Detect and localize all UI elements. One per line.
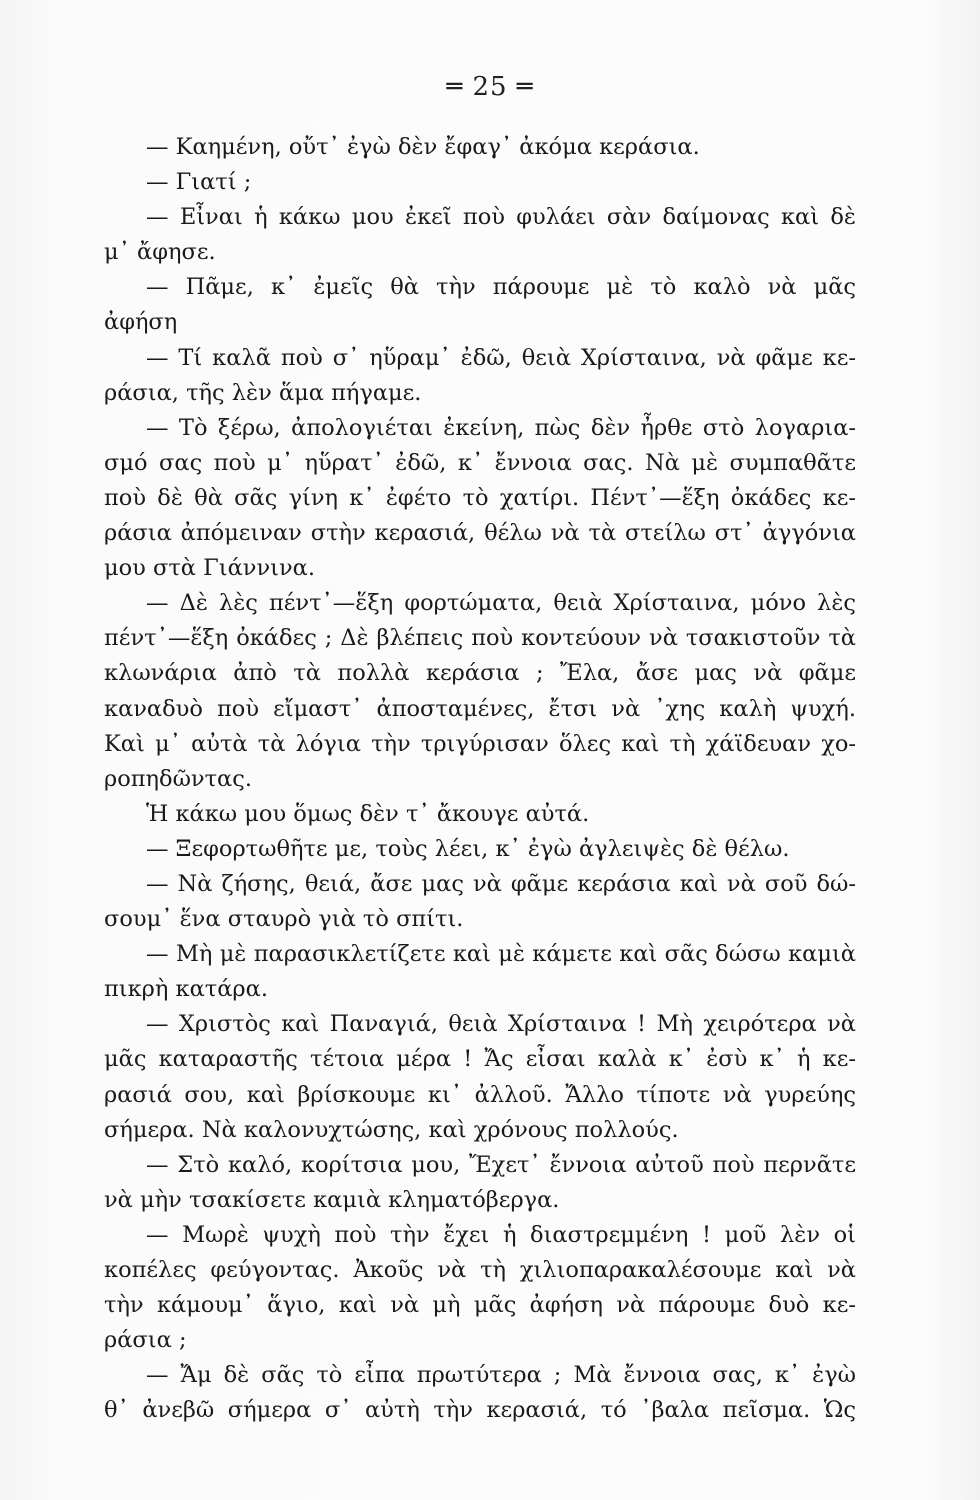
text-line: Ἡ κάκω μου ὅμως δὲν τ᾽ ἄκουγε αὐτά. — [146, 800, 590, 827]
text-line: καναδυὸ ποὺ εἴμαστ᾽ ἀποσταμένες, ἔτσι νὰ ᾽χης καλὴ ψυχή. — [104, 695, 856, 722]
text-line: πικρὴ κατάρα. — [104, 976, 269, 1003]
text-line: μᾶς καταραστῆς τέτοια μέρα ! Ἄς εἶσαι καλὰ κ᾽ ἐσὺ κ᾽ ἡ κε- — [104, 1046, 856, 1073]
text-line: — Καημένη, οὔτ᾽ ἐγὼ δὲν ἔφαγ᾽ ἀκόμα κεράσια. — [146, 134, 700, 160]
text-line: κοπέλες φεύγοντας. Ἀκοῦς νὰ τὴ χιλιοπαρακαλέσουμε καὶ νὰ — [104, 1257, 856, 1283]
text-line: ποὺ δὲ θὰ σᾶς γίνη κ᾽ ἐφέτο τὸ χατίρι. Πέντ᾽—ἕξη ὀκάδες κε- — [104, 484, 856, 511]
text-line: — Γιατί ; — [146, 169, 252, 196]
text-line: — Στὸ καλό, κορίτσια μου, Ἔχετ᾽ ἔννοια αὐτοῦ ποὺ περνᾶτε — [146, 1151, 856, 1178]
text-line: τὴν κάμουμ᾽ ἅγιο, καὶ νὰ μὴ μᾶς ἀφήση νὰ πάρουμε δυὸ κε- — [104, 1292, 856, 1319]
text-line: ράσια, τῆς λὲν ἅμα πήγαμε. — [104, 379, 422, 406]
text-line: — Μὴ μὲ παρασικλετίζετε καὶ μὲ κάμετε καὶ σᾶς δώσω καμιὰ — [146, 941, 856, 968]
page-number: ═ 25 ═ — [446, 72, 534, 102]
text-line: — Πᾶμε, κ᾽ ἐμεῖς θὰ τὴν πάρουμε μὲ τὸ καλὸ νὰ μᾶς — [146, 274, 856, 301]
text-line: — Εἶναι ἡ κάκω μου ἐκεῖ ποὺ φυλάει σὰν δαίμονας καὶ δὲ — [146, 204, 856, 231]
text-line: θ᾽ ἀνεβῶ σήμερα σ᾽ αὐτὴ τὴν κερασιά, τό ᾽βαλα πεῖσμα. Ὡς — [104, 1397, 856, 1424]
text-line: — Ἄμ δὲ σᾶς τὸ εἶπα πρωτύτερα ; Μὰ ἔννοια σας, κ᾽ ἐγὼ — [146, 1362, 856, 1389]
text-line: μ᾽ ἄφησε. — [104, 239, 216, 266]
text-line: — Τὸ ξέρω, ἀπολογιέται ἐκείνη, πὼς δὲν ἦρθε στὸ λογαρια- — [146, 414, 856, 441]
body-text — [104, 130, 856, 1428]
text-line: νὰ μὴν τσακίσετε καμιὰ κληματόβεργα. — [104, 1186, 560, 1213]
text-line: ροπηδῶντας. — [104, 765, 253, 792]
text-line: — Δὲ λὲς πέντ᾽—ἕξη φορτώματα, θειὰ Χρίσταινα, μόνο λὲς — [146, 590, 856, 617]
text-line: ράσια ἀπόμειναν στὴν κερασιά, θέλω νὰ τὰ στείλω στ᾽ ἀγγόνια — [104, 520, 856, 547]
text-line: — Ξεφορτωθῆτε με, τοὺς λέει, κ᾽ ἐγὼ ἀγλειψὲς δὲ θέλω. — [146, 835, 790, 862]
text-line: — Χριστὸς καὶ Παναγιά, θειὰ Χρίσταινα ! Μὴ χειρότερα νὰ — [146, 1011, 856, 1038]
text-line: πέντ᾽—ἕξη ὀκάδες ; Δὲ βλέπεις ποὺ κοντεύουν νὰ τσακιστοῦν τὰ — [104, 625, 856, 652]
text-line: κλωνάρια ἀπὸ τὰ πολλὰ κεράσια ; Ἔλα, ἄσε μας νὰ φᾶμε — [104, 660, 856, 687]
text-line: — Νὰ ζήσης, θειά, ἄσε μας νὰ φᾶμε κεράσια καὶ νὰ σοῦ δώ- — [146, 870, 856, 897]
text-line: σμό σας ποὺ μ᾽ ηὕρατ᾽ ἐδῶ, κ᾽ ἔννοια σας. Νὰ μὲ συμπαθᾶτε — [104, 449, 856, 476]
text-line: Καὶ μ᾽ αὐτὰ τὰ λόγια τὴν τριγύρισαν ὅλες καὶ τὴ χάϊδευαν χο- — [104, 730, 856, 757]
text-line: — Τί καλᾶ ποὺ σ᾽ ηὕραμ᾽ ἐδῶ, θειὰ Χρίσταινα, νὰ φᾶμε κε- — [146, 344, 856, 371]
text-line: σουμ᾽ ἕνα σταυρὸ γιὰ τὸ σπίτι. — [104, 906, 464, 933]
text-line: ράσια ; — [104, 1327, 187, 1354]
text-line: μου στὰ Γιάννινα. — [104, 555, 315, 582]
text-line: σήμερα. Νὰ καλονυχτώσης, καὶ χρόνους πολλούς. — [104, 1116, 679, 1143]
text-line: ρασιά σου, καὶ βρίσκουμε κι᾽ ἀλλοῦ. Ἄλλο τίποτε νὰ γυρεύης — [104, 1081, 856, 1108]
text-line: — Μωρὲ ψυχὴ ποὺ τὴν ἔχει ἡ διαστρεμμένη ! μοῦ λὲν οἱ — [146, 1221, 856, 1248]
text-line: ἀφήση — [104, 309, 178, 336]
